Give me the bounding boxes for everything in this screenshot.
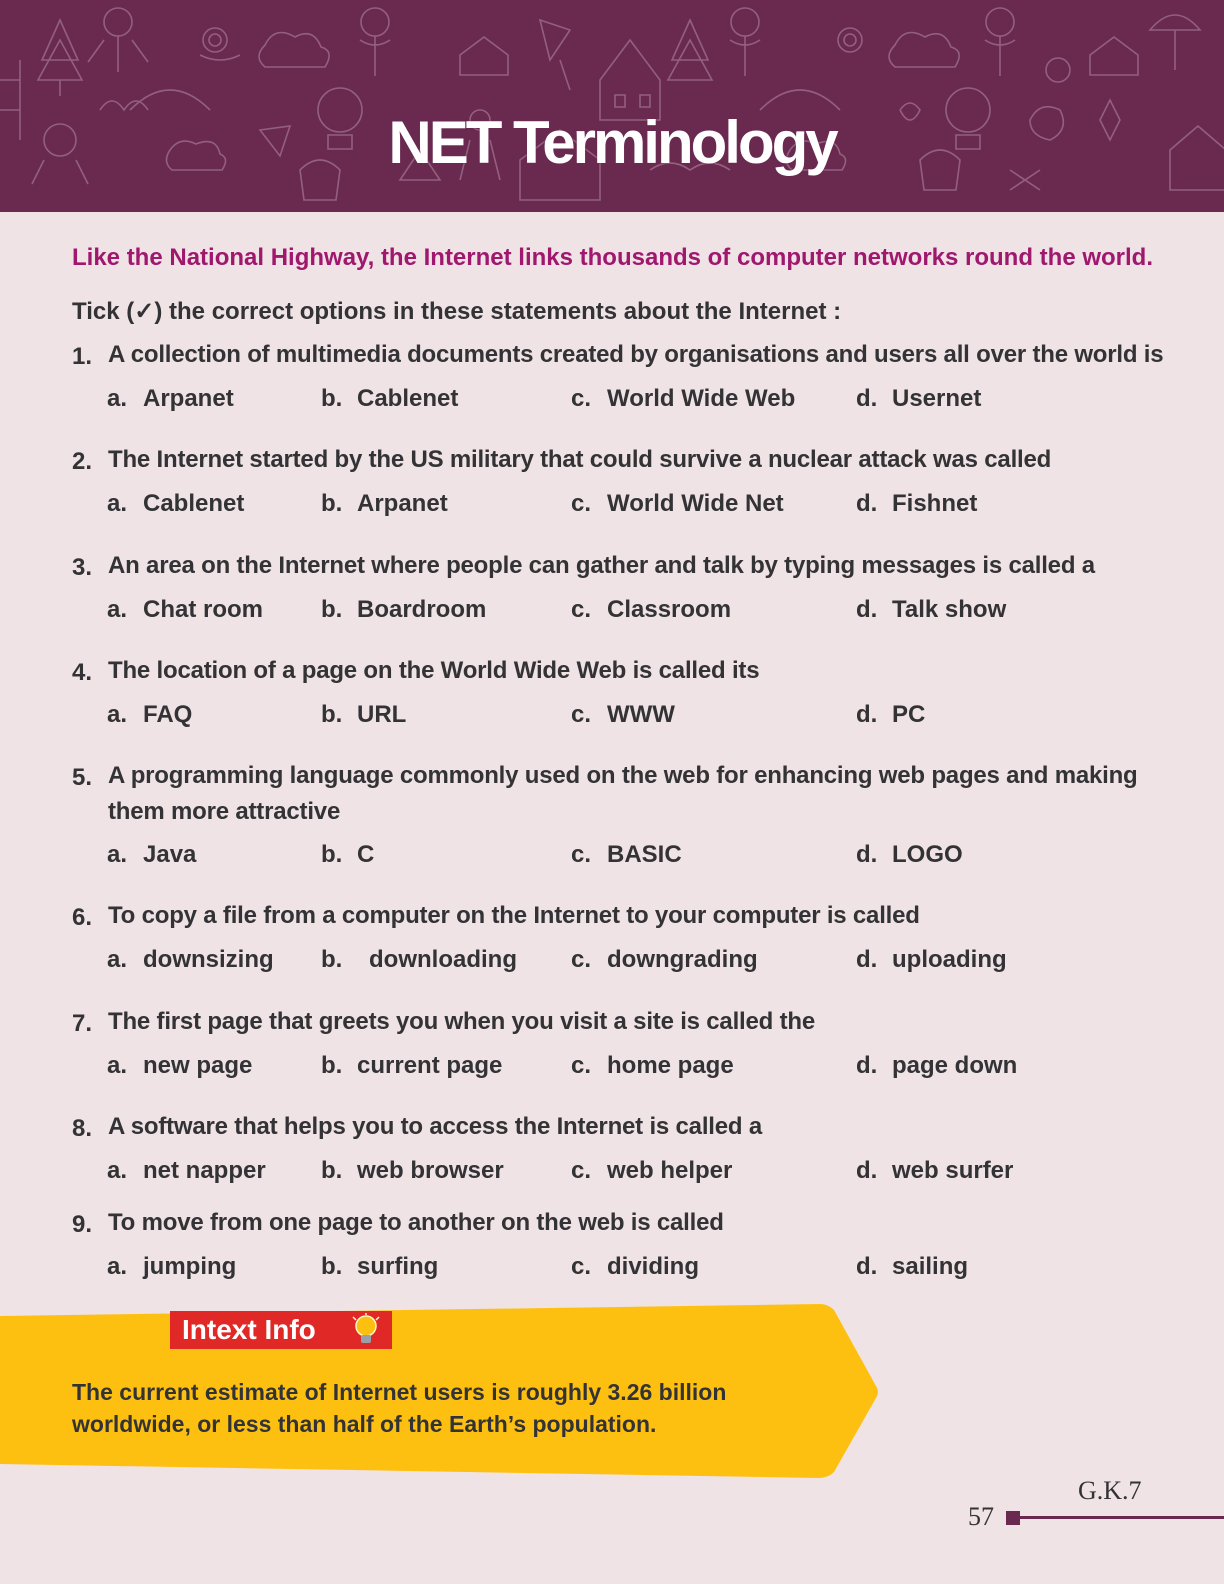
- option-letter: b.: [321, 841, 343, 868]
- option-text: Classroom: [607, 596, 732, 623]
- option-letter: a.: [107, 701, 128, 728]
- option-letter: c.: [571, 841, 592, 868]
- option-d[interactable]: [856, 701, 925, 729]
- option-text: web surfer: [892, 1157, 1014, 1184]
- option-a[interactable]: [107, 385, 234, 413]
- option-b[interactable]: [321, 841, 374, 869]
- book-label: G.K.7: [1078, 1476, 1142, 1505]
- option-letter: b.: [321, 1052, 343, 1079]
- option-letter: d.: [856, 1052, 878, 1079]
- question-text: A programming language commonly used on the web for enhancing web pages and making them more attractive: [108, 762, 1138, 825]
- intext-info-label: [170, 1311, 392, 1349]
- option-letter: c.: [571, 1052, 592, 1079]
- option-d[interactable]: [856, 1052, 1017, 1080]
- option-c[interactable]: [571, 490, 784, 518]
- header-banner: [0, 0, 1224, 212]
- question-number: 4.: [72, 659, 93, 686]
- question-text: To copy a file from a computer on the Internet to your computer is called: [108, 902, 920, 929]
- option-b[interactable]: [321, 946, 517, 974]
- option-text: Chat room: [143, 596, 263, 623]
- option-a[interactable]: [107, 596, 263, 624]
- option-text: Talk show: [892, 596, 1007, 623]
- question-number: 9.: [72, 1211, 93, 1238]
- option-c[interactable]: [571, 1253, 699, 1281]
- option-text: dividing: [607, 1253, 699, 1280]
- option-c[interactable]: [571, 1157, 732, 1185]
- option-text: URL: [357, 701, 407, 728]
- option-d[interactable]: [856, 596, 1006, 624]
- option-d[interactable]: [856, 385, 981, 413]
- question-number: 2.: [72, 448, 93, 475]
- question-number: 7.: [72, 1010, 93, 1037]
- option-letter: d.: [856, 1253, 878, 1280]
- intro-text: Like the National Highway, the Internet links thousands of computer networks round the world.: [72, 244, 1153, 271]
- question-text: A collection of multimedia documents created by organisations and users all over the world is: [108, 341, 1164, 368]
- option-text: World Wide Net: [607, 490, 784, 517]
- option-text: WWW: [607, 701, 675, 728]
- question-text: To move from one page to another on the web is called: [108, 1209, 724, 1236]
- intext-info-label-text: Intext Info: [182, 1314, 316, 1345]
- question-text: The location of a page on the World Wide Web is called its: [108, 657, 760, 684]
- option-text: uploading: [892, 946, 1007, 973]
- option-text: PC: [892, 701, 926, 728]
- option-letter: a.: [107, 385, 128, 412]
- option-letter: d.: [856, 946, 878, 973]
- option-text: Usernet: [892, 385, 982, 412]
- option-a[interactable]: [107, 946, 274, 974]
- lightbulb-icon: [350, 1313, 382, 1347]
- option-text: Arpanet: [143, 385, 234, 412]
- option-text: web browser: [357, 1157, 504, 1184]
- option-b[interactable]: [321, 1253, 438, 1281]
- option-c[interactable]: [571, 946, 758, 974]
- question-text: The Internet started by the US military that could survive a nuclear attack was called: [108, 446, 1052, 473]
- option-a[interactable]: [107, 490, 244, 518]
- option-text: downloading: [369, 946, 517, 973]
- option-text: sailing: [892, 1253, 969, 1280]
- option-text: page down: [892, 1052, 1018, 1079]
- option-letter: a.: [107, 1253, 128, 1280]
- option-text: downgrading: [607, 946, 758, 973]
- option-text: Cablenet: [143, 490, 245, 517]
- option-letter: b.: [321, 1157, 343, 1184]
- option-letter: d.: [856, 1157, 878, 1184]
- option-d[interactable]: [856, 841, 963, 869]
- option-a[interactable]: [107, 1052, 252, 1080]
- option-letter: d.: [856, 841, 878, 868]
- option-text: World Wide Web: [607, 385, 796, 412]
- option-b[interactable]: [321, 490, 448, 518]
- option-letter: a.: [107, 596, 128, 623]
- option-text: web helper: [607, 1157, 733, 1184]
- option-letter: a.: [107, 946, 128, 973]
- page-number: 57: [968, 1502, 994, 1531]
- doodle-pattern-icon: [0, 0, 1224, 212]
- option-text: home page: [607, 1052, 734, 1079]
- question-number: 3.: [72, 554, 93, 581]
- option-text: current page: [357, 1052, 503, 1079]
- option-c[interactable]: [571, 385, 795, 413]
- option-letter: a.: [107, 1157, 128, 1184]
- option-text: net napper: [143, 1157, 266, 1184]
- option-letter: c.: [571, 1157, 592, 1184]
- option-letter: c.: [571, 1253, 592, 1280]
- option-d[interactable]: [856, 1157, 1013, 1185]
- option-letter: d.: [856, 385, 878, 412]
- option-text: Java: [143, 841, 197, 868]
- option-c[interactable]: [571, 841, 682, 869]
- option-letter: c.: [571, 946, 592, 973]
- option-letter: b.: [321, 701, 343, 728]
- question-text: A software that helps you to access the Internet is called a: [108, 1113, 762, 1140]
- option-letter: c.: [571, 385, 592, 412]
- page-marker: [1006, 1511, 1020, 1525]
- option-d[interactable]: [856, 946, 1007, 974]
- option-letter: a.: [107, 841, 128, 868]
- option-letter: c.: [571, 490, 592, 517]
- question-text: An area on the Internet where people can gather and talk by typing messages is called a: [108, 552, 1095, 579]
- option-text: LOGO: [892, 841, 963, 868]
- option-letter: b.: [321, 946, 343, 973]
- option-b[interactable]: [321, 1157, 504, 1185]
- option-letter: d.: [856, 701, 878, 728]
- option-text: jumping: [143, 1253, 237, 1280]
- option-letter: d.: [856, 490, 878, 517]
- question-number: 5.: [72, 764, 93, 791]
- option-letter: a.: [107, 1052, 128, 1079]
- option-a[interactable]: [107, 841, 196, 869]
- option-letter: b.: [321, 490, 343, 517]
- option-text: C: [357, 841, 375, 868]
- instruction-text: Tick (✓) the correct options in these statements about the Internet :: [72, 298, 842, 325]
- option-a[interactable]: [107, 701, 192, 729]
- option-b[interactable]: [321, 701, 406, 729]
- option-b[interactable]: [321, 385, 458, 413]
- option-text: Arpanet: [357, 490, 448, 517]
- question-text: The first page that greets you when you visit a site is called the: [108, 1008, 815, 1035]
- option-text: FAQ: [143, 701, 193, 728]
- option-letter: a.: [107, 490, 128, 517]
- page-rule: [1020, 1516, 1224, 1519]
- option-c[interactable]: [571, 1052, 734, 1080]
- option-text: Fishnet: [892, 490, 978, 517]
- option-letter: c.: [571, 701, 592, 728]
- page-title: NET Terminology: [388, 109, 836, 176]
- option-text: Cablenet: [357, 385, 459, 412]
- option-text: BASIC: [607, 841, 682, 868]
- option-text: Boardroom: [357, 596, 487, 623]
- option-b[interactable]: [321, 1052, 502, 1080]
- option-letter: b.: [321, 1253, 343, 1280]
- option-text: new page: [143, 1052, 253, 1079]
- option-text: downsizing: [143, 946, 274, 973]
- option-a[interactable]: [107, 1157, 266, 1185]
- option-letter: b.: [321, 385, 343, 412]
- option-letter: b.: [321, 596, 343, 623]
- option-text: surfing: [357, 1253, 439, 1280]
- option-a[interactable]: [107, 1253, 236, 1281]
- question-number: 6.: [72, 904, 93, 931]
- option-d[interactable]: [856, 490, 977, 518]
- option-c[interactable]: [571, 701, 675, 729]
- intext-info-text: The current estimate of Internet users is roughly 3.26 billion worldwide, or less than half of the Earth’s population.: [72, 1379, 727, 1437]
- option-d[interactable]: [856, 1253, 968, 1281]
- option-b[interactable]: [321, 596, 486, 624]
- question-number: 1.: [72, 343, 93, 370]
- option-c[interactable]: [571, 596, 731, 624]
- option-letter: d.: [856, 596, 878, 623]
- option-letter: c.: [571, 596, 592, 623]
- question-number: 8.: [72, 1115, 93, 1142]
